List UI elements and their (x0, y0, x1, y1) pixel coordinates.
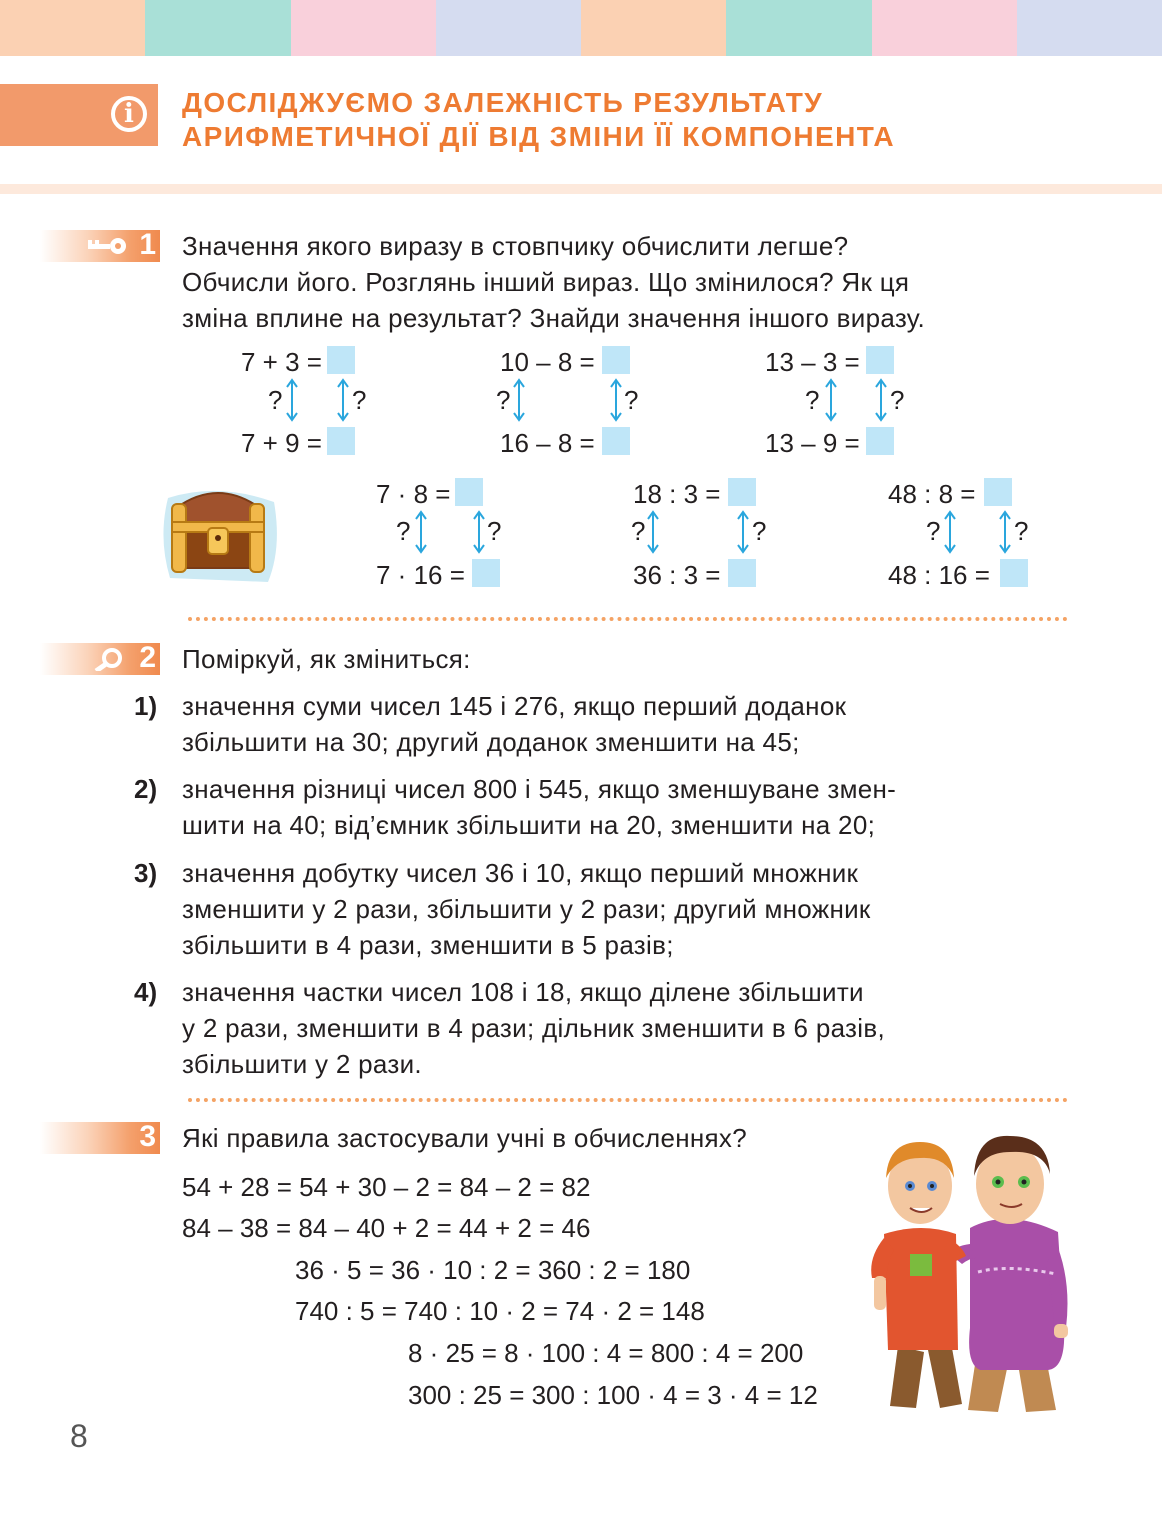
equation-line: 8 · 25 = 8 · 100 : 4 = 800 : 4 = 200 (408, 1338, 804, 1368)
color-stripe (291, 0, 436, 56)
answer-box[interactable] (1000, 559, 1028, 587)
question-mark: ? (805, 385, 820, 415)
double-arrow-icon (874, 378, 888, 422)
color-stripe (726, 0, 871, 56)
double-arrow-icon (646, 510, 660, 554)
task-1-text (182, 228, 925, 336)
task-2-intro: Поміркуй, як зміниться: (182, 644, 471, 674)
question-mark: ? (890, 385, 905, 415)
list-item-line: збільшити на 30; другий доданок зменшити на 45; (182, 727, 800, 757)
page-title-line-2: АРИФМЕТИЧНОЇ ДІЇ ВІД ЗМІНИ ЇЇ КОМПОНЕНТА (182, 121, 896, 152)
equation-line: 300 : 25 = 300 : 100 · 4 = 3 · 4 = 12 (408, 1380, 818, 1410)
double-arrow-icon (824, 378, 838, 422)
expression-bottom: 36 : 3 = (633, 560, 721, 590)
treasure-chest-illustration (158, 478, 283, 586)
expression-top: 13 – 3 = (765, 347, 860, 377)
task-1-line: Значення якого виразу в стовпчику обчислити легше? (182, 231, 849, 261)
double-arrow-icon (943, 510, 957, 554)
list-item-line: зменшити у 2 рази, збільшити у 2 рази; другий множник (182, 894, 871, 924)
key-icon (84, 234, 130, 258)
equation-line: 36 · 5 = 36 · 10 : 2 = 360 : 2 = 180 (295, 1255, 691, 1285)
answer-box[interactable] (327, 427, 355, 455)
color-stripe (436, 0, 581, 56)
question-mark: ? (926, 516, 941, 546)
list-item-line: значення частки чисел 108 і 18, якщо ділене збільшити (182, 977, 864, 1007)
task-1-number: 1 (139, 228, 156, 261)
color-stripe (581, 0, 726, 56)
answer-box[interactable] (602, 346, 630, 374)
question-mark: ? (752, 516, 767, 546)
expression-top: 7 + 3 = (241, 347, 322, 377)
answer-box[interactable] (866, 346, 894, 374)
equation-line: 740 : 5 = 740 : 10 · 2 = 74 · 2 = 148 (295, 1296, 705, 1326)
expression-top: 48 : 8 = (888, 479, 976, 509)
double-arrow-icon (414, 510, 428, 554)
question-mark: ? (352, 385, 367, 415)
double-arrow-icon (609, 378, 623, 422)
question-mark: ? (631, 516, 646, 546)
list-item (182, 688, 846, 760)
list-item (182, 974, 885, 1082)
info-icon: i (111, 96, 147, 132)
item-label: 2) (134, 774, 158, 804)
list-item-line: значення добутку чисел 36 і 10, якщо перший множник (182, 858, 859, 888)
header-divider (0, 184, 1162, 194)
color-stripe (872, 0, 1017, 56)
question-mark: ? (396, 516, 411, 546)
page-number: 8 (70, 1418, 88, 1454)
expression-bottom: 48 : 16 = (888, 560, 990, 590)
question-mark: ? (624, 385, 639, 415)
answer-box[interactable] (984, 478, 1012, 506)
double-arrow-icon (472, 510, 486, 554)
expression-top: 10 – 8 = (500, 347, 595, 377)
color-stripe (0, 0, 145, 56)
double-arrow-icon (285, 378, 299, 422)
boys-illustration (858, 1128, 1088, 1418)
item-label: 4) (134, 977, 158, 1007)
list-item (182, 855, 871, 963)
double-arrow-icon (998, 510, 1012, 554)
task-1-line: Обчисли його. Розглянь інший вираз. Що змінилося? Як ця (182, 267, 910, 297)
answer-box[interactable] (455, 478, 483, 506)
section-divider (188, 1098, 1068, 1102)
expression-bottom: 7 + 9 = (241, 428, 322, 458)
list-item-line: значення суми чисел 145 і 276, якщо перший доданок (182, 691, 847, 721)
list-item-line: у 2 рази, зменшити в 4 рази; дільник зменшити в 6 разів, (182, 1013, 885, 1043)
expression-bottom: 13 – 9 = (765, 428, 860, 458)
task-2-marker (40, 643, 160, 675)
page-title-line-1: ДОСЛІДЖУЄМО ЗАЛЕЖНІСТЬ РЕЗУЛЬТАТУ (182, 87, 824, 118)
answer-box[interactable] (602, 427, 630, 455)
double-arrow-icon (736, 510, 750, 554)
page-title (182, 86, 895, 154)
answer-box[interactable] (866, 427, 894, 455)
expression-bottom: 7 · 16 = (376, 560, 465, 590)
question-mark: ? (496, 385, 511, 415)
list-item-line: збільшити в 4 рази, зменшити в 5 разів; (182, 930, 674, 960)
question-mark: ? (268, 385, 283, 415)
task-3-question: Які правила застосували учні в обчисленнях? (182, 1123, 747, 1153)
item-label: 3) (134, 858, 158, 888)
list-item-line: збільшити у 2 рази. (182, 1049, 422, 1079)
double-arrow-icon (512, 378, 526, 422)
question-mark: ? (1014, 516, 1029, 546)
color-stripe (1017, 0, 1162, 56)
task-1-line: зміна вплине на результат? Знайди значення іншого виразу. (182, 303, 925, 333)
expression-top: 7 · 8 = (376, 479, 451, 509)
section-divider (188, 617, 1068, 621)
answer-box[interactable] (327, 346, 355, 374)
question-mark: ? (487, 516, 502, 546)
task-1-marker (40, 230, 160, 262)
equation-line: 84 – 38 = 84 – 40 + 2 = 44 + 2 = 46 (182, 1213, 591, 1243)
task-2-number: 2 (139, 641, 156, 674)
expression-bottom: 16 – 8 = (500, 428, 595, 458)
list-item (182, 771, 896, 843)
answer-box[interactable] (728, 559, 756, 587)
answer-box[interactable] (728, 478, 756, 506)
task-3-number: 3 (139, 1120, 156, 1153)
color-stripe (145, 0, 290, 56)
magnifier-icon (84, 647, 130, 671)
list-item-line: значення різниці чисел 800 і 545, якщо зменшуване змен- (182, 774, 897, 804)
double-arrow-icon (336, 378, 350, 422)
equation-line: 54 + 28 = 54 + 30 – 2 = 84 – 2 = 82 (182, 1172, 591, 1202)
task-3-marker (40, 1122, 160, 1154)
item-label: 1) (134, 691, 158, 721)
answer-box[interactable] (472, 559, 500, 587)
top-color-stripes (0, 0, 1162, 56)
expression-top: 18 : 3 = (633, 479, 721, 509)
list-item-line: шити на 40; від’ємник збільшити на 20, зменшити на 20; (182, 810, 876, 840)
